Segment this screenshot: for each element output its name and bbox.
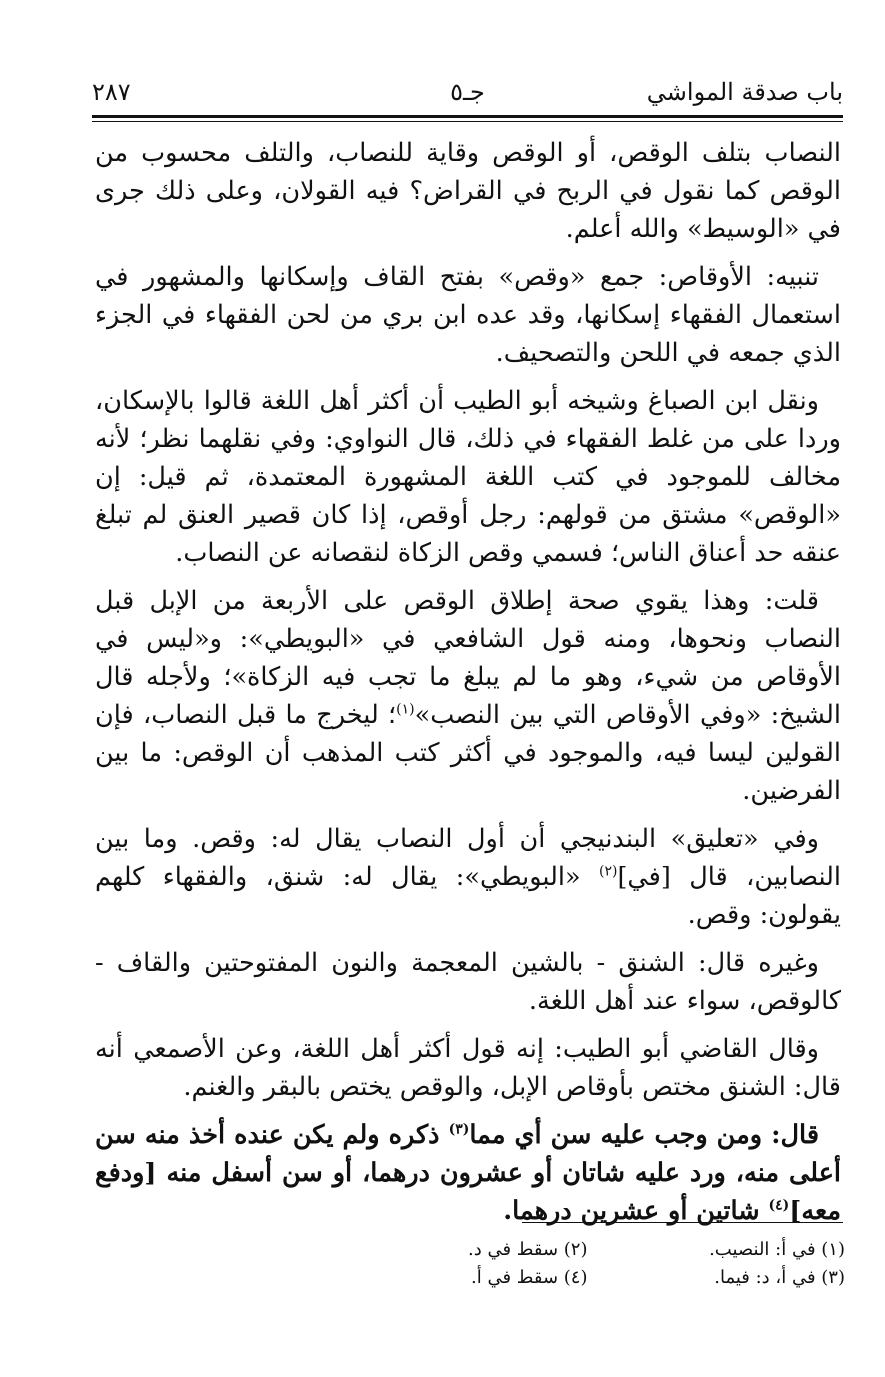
paragraph-4-text-b: ؛ ليخرج ما قبل النصاب، فإن القولين ليسا فيه، والموجود في أكثر كتب المذهب أن الوقص: ما بين الفرضين. [95, 700, 841, 806]
footnote-ref-1: (١) [396, 701, 415, 718]
footnote-row-1 [330, 1236, 845, 1264]
chapter-title: باب صدقة المواشي [646, 78, 843, 106]
paragraph-5-text-b: «البويطي»: يقال له: شنق، والفقهاء كلهم يقولون: وقص. [95, 862, 841, 930]
paragraph-8-text-b: ذكره ولم يكن عنده أخذ منه سن أعلى منه، ورد عليه شاتان أو عشرون درهما، أو سن أسفل منه [ودفع معه] [95, 1120, 841, 1226]
paragraph-4 [95, 582, 841, 810]
paragraph-8-text-a: قال: ومن وجب عليه سن أي مما [469, 1120, 820, 1150]
page-number: ٢٨٧ [92, 78, 131, 106]
footnote-ref-2: (٢) [599, 863, 618, 880]
paragraph-2: تنبيه: الأوقاص: جمع «وقص» بفتح القاف وإسكانها والمشهور في استعمال الفقهاء إسكانها، وقد عده ابن بري من لحن الفقهاء في الجزء الذي جمعه في اللحن والتصحيف. [95, 262, 841, 368]
paragraph-5-text-a: وفي «تعليق» البندنيجي أن أول النصاب يقال له: وقص. وما بين النصابين، قال [في] [95, 824, 842, 892]
footnote-1: (١) في أ: النصيب. [709, 1239, 845, 1260]
footnote-4: (٤) سقط في أ. [471, 1267, 588, 1288]
paragraph-7: وقال القاضي أبو الطيب: إنه قول أكثر أهل اللغة، وعن الأصمعي أنه قال: الشنق مختص بأوقاص الإبل، والوقص يختص بالبقر والغنم. [95, 1034, 841, 1102]
paragraph-4-text-a: قلت: وهذا يقوي صحة إطلاق الوقص على الأربعة من الإبل قبل النصاب ونحوها، ومنه قول الشافعي في «البويطي»: و«ليس في الأوقاص من شيء، وهو ما لم يبلغ ما تجب فيه الزكاة»؛ ولأجله قال الشيخ: «وفي الأوقاص التي بين النصب» [95, 586, 841, 730]
paragraph-6: وغيره قال: الشنق - بالشين المعجمة والنون المفتوحتين والقاف - كالوقص، سواء عند أهل اللغة. [95, 948, 841, 1016]
page-header [92, 72, 843, 112]
header-rule-thin [92, 121, 843, 122]
footnote-ref-3: (٣) [448, 1121, 470, 1138]
paragraph-8-matn [95, 1116, 841, 1230]
footnote-3: (٣) في أ، د: فيما. [714, 1267, 845, 1288]
paragraph-5 [95, 820, 841, 934]
paragraph-1: النصاب بتلف الوقص، أو الوقص وقاية للنصاب، والتلف محسوب من الوقص كما نقول في الربح في القراض؟ فيه القولان، وعلى ذلك جرى في «الوسيط» والله أعلم. [95, 138, 841, 244]
header-rule-thick [92, 115, 843, 118]
footnote-ref-4: (٤) [768, 1197, 790, 1214]
paragraph-3: ونقل ابن الصباغ وشيخه أبو الطيب أن أكثر أهل اللغة قالوا بالإسكان، وردا على من غلط الفقهاء في ذلك، قال النواوي: وفي نقلهما نظر؛ لأنه مخالف للموجود في كتب اللغة المشهورة المعتمدة، ثم قيل: إن «الوقص» مشتق من قولهم: رجل أوقص، إذا كان قصير العنق لم تبلغ عنقه حد أعناق الناس؛ فسمي وقص الزكاة لنقصانه عن النصاب. [95, 386, 841, 568]
footnote-separator [522, 1222, 843, 1223]
footnote-row-2 [330, 1264, 845, 1292]
main-text [95, 134, 841, 1240]
footnote-2: (٢) سقط في د. [467, 1239, 588, 1260]
paragraph-8-text-c: شاتين أو عشرين درهما. [503, 1196, 769, 1226]
footnotes [330, 1236, 845, 1292]
volume-number: جـ٥ [450, 78, 485, 106]
